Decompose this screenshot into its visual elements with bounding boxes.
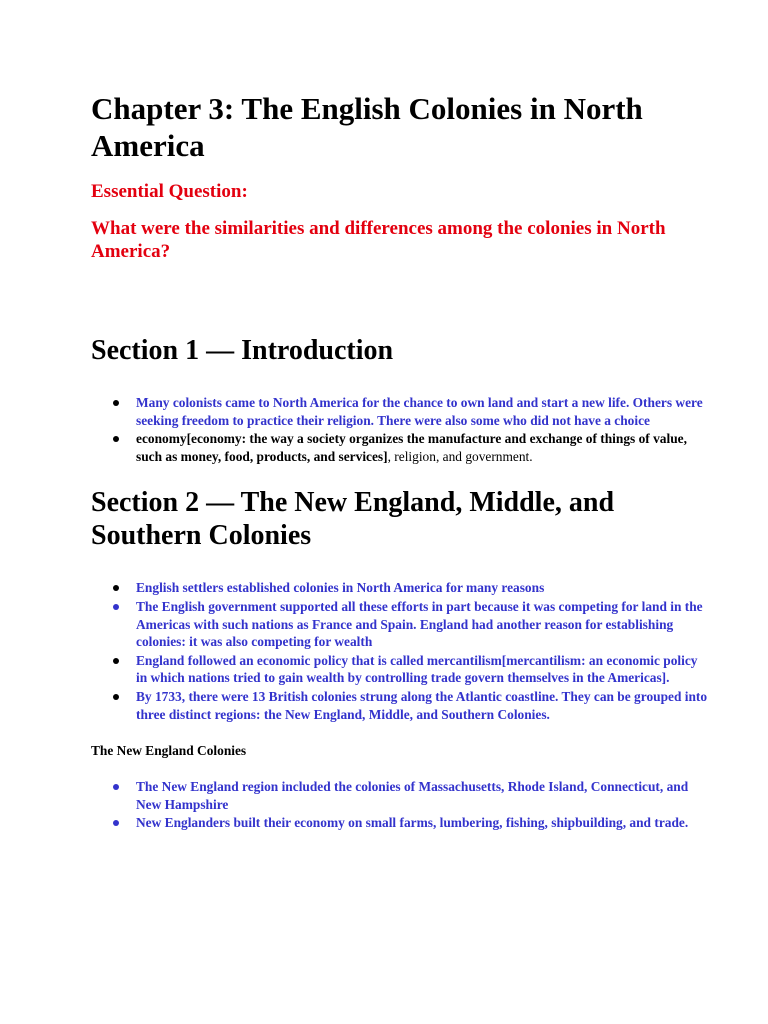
list-item xyxy=(91,598,708,651)
bullet-icon xyxy=(113,585,119,591)
section-1-heading: Section 1 — Introduction xyxy=(91,335,394,366)
list-item xyxy=(91,430,708,465)
bullet-icon xyxy=(113,604,119,610)
list-item-text: Many colonists came to North America for the chance to own land and start a new life. Others were seeking freedom to practice their religion. There were also some who did not have a choice xyxy=(136,395,703,428)
bullet-icon xyxy=(113,658,119,664)
list-item-text: The New England region included the colonies of Massachusetts, Rhode Island, Connecticut, and New Hampshire xyxy=(136,779,689,812)
list-item xyxy=(91,814,708,832)
bullet-icon xyxy=(113,436,119,442)
list-item-text: By 1733, there were 13 British colonies strung along the Atlantic coastline. They can be grouped into three distinct regions: the New England, Middle, and Southern Colonies. xyxy=(136,688,708,722)
section-2-heading: Section 2 — The New England, Middle, and Southern Colonies xyxy=(91,487,615,552)
new-england-subheading: The New England Colonies xyxy=(91,743,247,759)
list-item-text-rest: , religion, and government. xyxy=(387,448,533,464)
essential-question-text: What were the similarities and differences among the colonies in North America? xyxy=(91,218,666,262)
section-2-list xyxy=(91,579,708,723)
bullet-icon xyxy=(113,400,119,406)
list-item-text: The English government supported all these efforts in part because it was competing for land in the Americas with such nations as France and Spain. England had another reason for establishing colonies: it was also competing for wealth xyxy=(136,598,703,650)
chapter-title: Chapter 3: The English Colonies in North America xyxy=(91,91,643,163)
essential-question-label: Essential Question: xyxy=(91,181,248,202)
bullet-icon xyxy=(113,784,119,790)
list-item xyxy=(91,394,708,429)
bullet-icon xyxy=(113,820,119,826)
list-item xyxy=(91,778,708,813)
list-item-text: England followed an economic policy that is called mercantilism[mercantilism: an economic policy in which nations tried to gain wealth by controlling trade govern themselves in the Americas]. xyxy=(136,652,698,686)
list-item-text: New Englanders built their economy on small farms, lumbering, fishing, shipbuilding, and trade. xyxy=(136,815,689,831)
new-england-list xyxy=(91,778,708,832)
list-item-text: English settlers established colonies in North America for many reasons xyxy=(136,580,545,596)
list-item xyxy=(91,652,708,687)
list-item xyxy=(91,688,708,723)
section-1-list xyxy=(91,394,708,465)
bullet-icon xyxy=(113,694,119,700)
list-item xyxy=(91,579,708,597)
economy-definition: economy[economy: the way a society organizes the manufacture and exchange of things of value, such as money, food, products, and services] xyxy=(136,431,687,464)
